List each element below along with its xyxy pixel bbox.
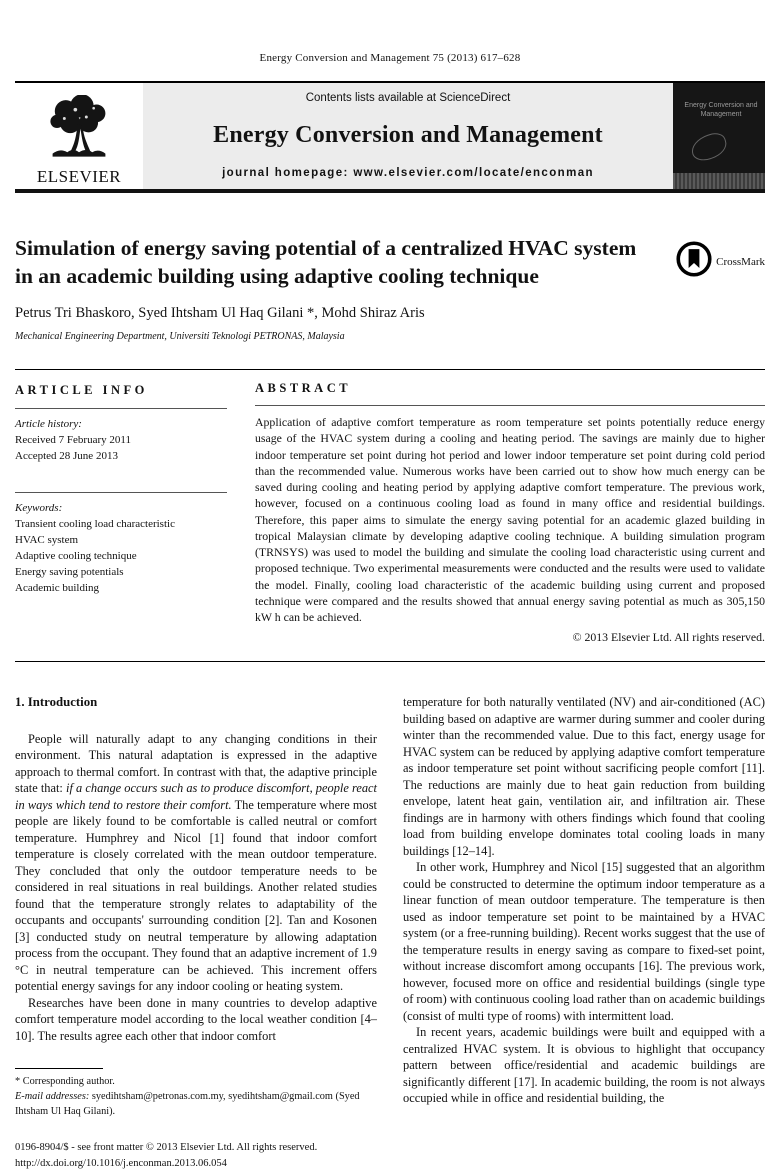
journal-cover-graphic (688, 130, 730, 164)
keywords-label: Keywords: (15, 501, 63, 514)
elsevier-wordmark: ELSEVIER (36, 167, 122, 186)
intro-paragraph-3: temperature for both naturally ventilated (NV) and air-conditioned (AC) building based on adaptive are warmer during summer and cooler during winter than the recommended value. Due to this fact, energy usage for HVAC system can be reduced by applying adaptive comfort temperature as indoor temperature set point without sacrificing people comfort [11]. The reductions are mainly due to heat gain reduction from building envelope, latent heat gain, ventilation air, and infiltration air. These findings are in harmony with others findings which found that cooling load from building envelope dominates total cooling loads in many buildings [12–14]. (403, 695, 765, 858)
banner-center (143, 83, 673, 189)
email-label: E-mail addresses: (15, 1090, 90, 1102)
history-received: Received 7 February 2011 (15, 434, 131, 447)
doi-link[interactable]: http://dx.doi.org/10.1016/j.enconman.2013.06.054 (15, 1157, 227, 1169)
left-column (15, 694, 377, 1171)
divider (255, 405, 765, 406)
section-heading-introduction: 1. Introduction (15, 695, 98, 710)
keyword-item: HVAC system (15, 533, 79, 546)
abstract-copyright: © 2013 Elsevier Ltd. All rights reserved. (572, 630, 765, 645)
imprint-block (15, 1140, 377, 1171)
email-link-petronas[interactable]: syedihtsham@petronas.com.my, (91, 1090, 226, 1102)
keyword-item: Academic building (15, 581, 100, 594)
intro-p1-text-cont: The temperature where most people are likely found to be comfortable is called neutral or comfort temperature. Humphrey and Nicol [1] found that indoor comfort temperature is closely correlated with the mean outdoor temperature. They concluded that only the outdoor temperature needs to be considered in real situations in real buildings. Another related studies found that the temperature strongly relates to adaptability of the occupants and occupants' surrounding condition [2]. Tan and Kosonen [3] conducted study on neutral temperature by allowing adaptation process from the occupant. They found that an adaptive increment of 1.9 °C in neutral temperature can be achieved. This increment offers potential energy savings for any indoor cooling or heating system. (15, 797, 377, 993)
intro-paragraph-4: In other work, Humphrey and Nicol [15] suggested that an algorithm could be constructed to determine the optimum indoor temperature as a linear function of mean outdoor temperature. The temperature is then used as indoor temperature set point to be maintained by a HVAC system (or a free-running building). Recent works suggest that the use of the temperature results in energy saving as compare to fixed-set point, without increase discomfort among occupants [16]. The previous work, however, focused more on office and residential buildings (single type of room) with continuous cooling load rather than on academic buildings (consist of multi type of rooms) with intermittent load. (403, 860, 765, 1023)
elsevier-logo (15, 83, 143, 189)
divider (15, 408, 227, 409)
body-columns (15, 694, 765, 1171)
journal-title: Energy Conversion and Management (213, 122, 603, 148)
right-column (403, 694, 765, 1171)
divider (15, 492, 227, 493)
intro-p1-quote: if a change occurs such as to produce discomfort, people react in ways which tend to restore their comfort. (15, 781, 377, 812)
crossmark-icon (676, 241, 712, 282)
info-abstract-section (15, 369, 765, 662)
keyword-item: Adaptive cooling technique (15, 549, 137, 562)
article-info-column (15, 381, 227, 645)
abstract-heading: ABSTRACT (255, 381, 352, 396)
elsevier-tree-icon (42, 95, 116, 166)
footnote-rule (15, 1068, 103, 1069)
email-addresses-line (15, 1090, 377, 1120)
abstract-text: Application of adaptive comfort temperature as room temperature set points potentially reduce energy usage of the HVAC system during a cooling and heating period. The savings are mainly due to higher indoor temperature set point during hot period and lower indoor temperature set point during cold period than the recommended value. Numerous works have been carried out to show how much energy can be saved during cooling and heating period by applying adaptive comfort temperature. The previous work, however, focused on a continuous cooling load as found in many office and residential buildings. Therefore, this paper aims to simulate the energy saving potential for an academic glazed building in tropical Malaysian climate by developing adaptive cooling technique. A building simulation program (TRNSYS) was used to model the building and simulate the cooling load characteristic using current and proposed technique. Two experimental measurements were conducted and the results were used to validate the model. Finally, cooling load characteristic of the academic building using current and proposed technique were compared and the results showed that annual energy saving potential as much as 305,150 kW h can be achieved. (255, 415, 765, 625)
history-accepted: Accepted 28 June 2013 (15, 450, 118, 463)
keyword-item: Energy saving potentials (15, 565, 124, 578)
journal-banner (15, 81, 765, 193)
title-block (15, 235, 765, 290)
abstract-column (255, 381, 765, 645)
affiliation: Mechanical Engineering Department, Universiti Teknologi PETRONAS, Malaysia (15, 331, 345, 343)
corresponding-author-note: * Corresponding author. (15, 1076, 115, 1087)
footnote-block (15, 1068, 377, 1120)
email-link-gmail[interactable]: syedihtsham@gmail.com (228, 1090, 333, 1102)
crossmark-badge[interactable] (676, 241, 765, 282)
email-owner: (Syed Ihtsham Ul Haq Gilani). (15, 1090, 360, 1117)
author-list: Petrus Tri Bhaskoro, Syed Ihtsham Ul Haq Gilani *, Mohd Shiraz Aris (15, 305, 425, 322)
journal-homepage-link[interactable]: journal homepage: www.elsevier.com/locate/enconman (222, 167, 594, 179)
article-info-heading: ARTICLE INFO (15, 383, 148, 398)
intro-paragraph-5: In recent years, academic buildings were built and equipped with a centralized HVAC system. It is obvious to highlight that occupancy pattern between office/residential and academic buildings are significantly different [17]. In academic building, the room is not always occupied while in office and residential building, the (403, 1025, 765, 1106)
article-history-label: Article history: (15, 418, 82, 431)
sciencedirect-link[interactable]: Contents lists available at ScienceDirect (305, 92, 511, 104)
keyword-item: Transient cooling load characteristic (15, 517, 175, 530)
intro-paragraph-1 (15, 731, 377, 995)
crossmark-label: CrossMark (716, 255, 765, 268)
journal-cover-caption: Energy Conversion and Management (684, 102, 758, 119)
article-title: Simulation of energy saving potential of a centralized HVAC system in an academic building using adaptive cooling technique (15, 236, 637, 288)
journal-cover-footer-band (673, 173, 765, 189)
journal-cover-thumbnail (673, 83, 765, 189)
issn-copyright-line: 0196-8904/$ - see front matter © 2013 Elsevier Ltd. All rights reserved. (15, 1141, 318, 1153)
intro-paragraph-2: Researches have been done in many countries to develop adaptive comfort temperature model according to the local weather condition [4–10]. The results agree each other that indoor comfort (15, 995, 377, 1043)
intro-p1-text: People will naturally adapt to any changing conditions in their environment. This natural adaptation is expressed in the adaptive approach to thermal comfort. In contrast with that, the adaptive principle state that: (15, 731, 377, 795)
page-header-citation: Energy Conversion and Management 75 (2013) 617–628 (259, 52, 521, 64)
